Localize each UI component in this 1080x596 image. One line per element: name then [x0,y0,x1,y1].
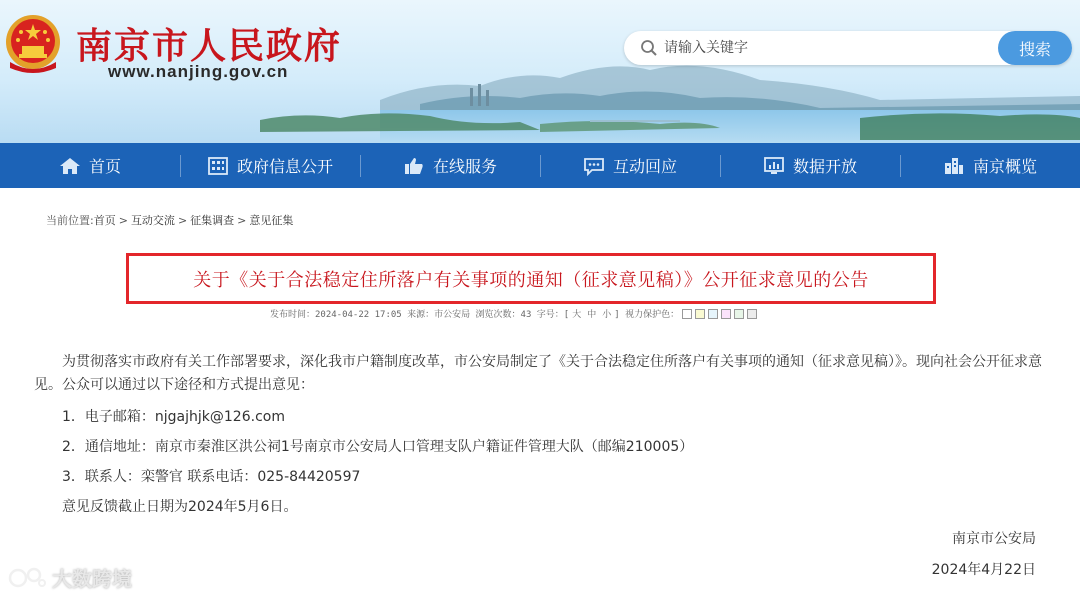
breadcrumb [46,212,293,228]
home-icon [59,156,81,176]
article-deadline-block [34,496,1044,519]
nav-item-gov-info[interactable] [180,143,360,188]
article-meta [270,307,757,320]
eye-color-swatch-white[interactable] [682,309,692,319]
signature-date: 2024年4月22日 [931,562,1036,578]
nav-item-home[interactable] [0,143,180,188]
city-icon [943,156,965,176]
nav-item-open-data[interactable] [720,143,900,188]
main-nav [0,143,1080,188]
chat-icon [583,156,605,176]
breadcrumb-prefix: 当前位置: [46,214,94,227]
nav-item-label: 政府信息公开 [236,157,333,176]
article-intro: 为贯彻落实市政府有关工作部署要求，深化我市户籍制度改革，市公安局制定了《关于合法稳定住所落户有关事项的通知（征求意见稿）》。现向社会公开征求意见。公众可以通过以下途径和方式提出意见： [34,354,1042,393]
watermark-logo-icon [8,565,48,591]
watermark [8,563,132,592]
watermark-text: 大数跨境 [52,567,132,591]
breadcrumb-separator: > [118,214,128,227]
breadcrumb-separator: > [237,214,247,227]
breadcrumb-home[interactable]: 首页 [93,214,116,227]
site-url[interactable]: www.nanjing.gov.cn [108,62,289,81]
nav-item-label: 首页 [88,157,121,176]
eye-color-swatch-yellow[interactable] [695,309,705,319]
list-item-address: 2．通信地址：南京市秦淮区洪公祠1号南京市公安局人口管理支队户籍证件管理大队（邮编210005） [62,439,694,455]
breadcrumb-interaction[interactable]: 互动交流 [130,214,175,227]
national-emblem-icon [4,12,62,76]
eye-color-swatch-blue[interactable] [708,309,718,319]
signature-org: 南京市公安局 [952,531,1036,547]
article-list-3 [34,466,1044,489]
font-size-medium-button[interactable]: 中 [587,310,597,320]
breadcrumb-separator: > [177,214,188,227]
breadcrumb-survey[interactable]: 征集调查 [190,214,235,227]
article-title-box [126,253,936,304]
article-deadline: 意见反馈截止日期为2024年5月6日。 [62,499,298,515]
article-body [34,351,1044,397]
search-bar [624,31,1072,65]
thumbs-up-icon [403,156,425,176]
article-title: 关于《关于合法稳定住所落户有关事项的通知（征求意见稿）》公开征求意见的公告 [193,269,869,291]
publish-info: 发布时间：2024-04-22 17:05 来源：市公安局 浏览次数：43 字号：[ [270,310,570,320]
article-list [34,406,1044,429]
site-title[interactable]: 南京市人民政府 [76,26,343,67]
site-header [0,0,1080,143]
eye-protection-label: ] 视力保护色： [614,310,680,320]
nav-item-label: 数据开放 [792,157,857,176]
breadcrumb-opinion[interactable]: 意见征集 [249,214,294,227]
nav-item-label: 南京概览 [972,157,1037,176]
nav-item-label: 在线服务 [432,157,497,176]
eye-color-swatch-gray[interactable] [747,309,757,319]
list-item-contact: 3．联系人：栾警官 联系电话：025-84420597 [62,469,361,485]
font-size-large-button[interactable]: 大 [572,310,582,320]
search-button[interactable]: 搜索 [998,31,1072,65]
eye-color-swatch-green[interactable] [734,309,744,319]
monitor-chart-icon [763,156,785,176]
building-icon [207,156,229,176]
eye-color-swatch-pink[interactable] [721,309,731,319]
nav-item-online-service[interactable] [360,143,540,188]
font-size-small-button[interactable]: 小 [602,310,612,320]
nav-item-interaction[interactable] [540,143,720,188]
article-list-2 [34,436,1044,459]
nav-item-label: 互动回应 [612,157,677,176]
nav-item-nanjing-overview[interactable] [900,143,1080,188]
list-item-email: 1．电子邮箱：njgajhjk@126.com [62,409,285,425]
search-icon [640,39,658,57]
search-input[interactable] [664,34,984,62]
